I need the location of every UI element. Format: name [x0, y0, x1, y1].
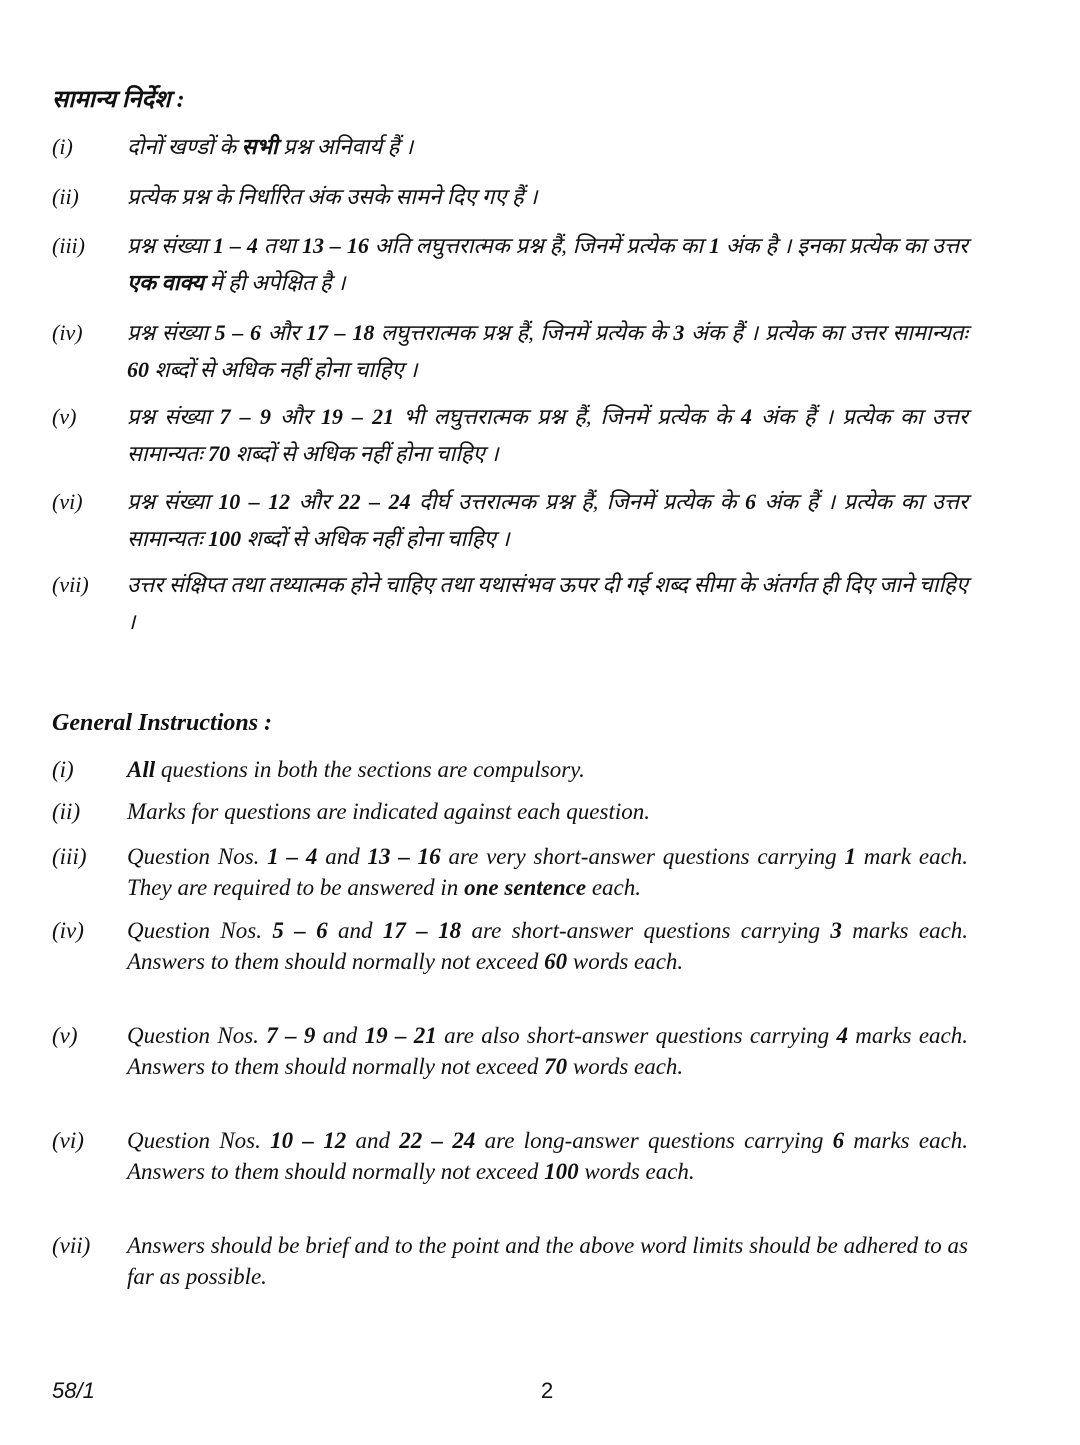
english-instructions-heading: General Instructions :: [52, 710, 273, 736]
bold-text: 4: [836, 1023, 848, 1048]
paper-code: 58/1: [52, 1378, 95, 1403]
item-label: (ii): [52, 184, 79, 209]
item-label: (v): [52, 404, 77, 429]
item-text: [127, 178, 968, 215]
item-text: [127, 314, 968, 388]
hindi-instruction-item: [52, 314, 968, 388]
text-segment: marks each. Answers to them should normally not exceed: [127, 1128, 969, 1184]
item-text: [127, 227, 968, 301]
bold-text: 1: [708, 233, 720, 258]
text-segment: words each.: [567, 1054, 684, 1079]
text-segment: भी लघुत्तरात्मक प्रश्न हैं, जिनमें प्रत्येक के: [394, 404, 741, 429]
text-segment: प्रश्न संख्या: [127, 233, 214, 258]
hindi-instruction-item: [52, 398, 968, 472]
bold-text: 17 – 18: [305, 320, 375, 345]
item-label: (iii): [52, 844, 87, 869]
bold-text: 10 – 12: [270, 1128, 347, 1153]
text-segment: words each.: [567, 949, 684, 974]
text-segment: लघुत्तरात्मक प्रश्न हैं, जिनमें प्रत्येक के: [374, 320, 674, 345]
bold-text: 4: [740, 404, 752, 429]
text-segment: each.: [586, 875, 641, 900]
english-instruction-item: [52, 1125, 968, 1187]
text-segment: Question Nos.: [127, 918, 273, 943]
text-segment: प्रश्न संख्या: [127, 404, 220, 429]
text-segment: दोनों खण्डों के: [127, 134, 242, 159]
item-label: (ii): [52, 799, 81, 824]
text-segment: Question Nos.: [127, 844, 268, 869]
text-segment: अंक हैं । प्रत्येक का उत्तर सामान्यतः: [127, 489, 968, 551]
item-label: (vi): [52, 489, 83, 514]
bold-text: one sentence: [464, 875, 587, 900]
item-text: [127, 796, 968, 827]
bold-text: 22 – 24: [338, 489, 411, 514]
text-segment: are also short-answer questions carrying: [436, 1023, 837, 1048]
text-segment: are long-answer questions carrying: [475, 1128, 833, 1153]
item-text: [127, 483, 968, 557]
text-segment: प्रश्न संख्या: [127, 489, 219, 514]
bold-text: 1: [844, 844, 856, 869]
hindi-instructions-heading: सामान्य निर्देश :: [52, 87, 185, 113]
bold-text: 1 – 4: [213, 233, 258, 258]
bold-text: 1 – 4: [267, 844, 318, 869]
text-segment: and: [315, 1023, 365, 1048]
text-segment: and: [327, 918, 383, 943]
english-instruction-item: [52, 841, 968, 903]
bold-text: एक वाक्य: [127, 270, 205, 295]
text-segment: अंक हैं । प्रत्येक का उत्तर सामान्यतः: [684, 320, 968, 345]
hindi-instruction-item: [52, 178, 968, 215]
text-segment: Marks for questions are indicated against each question.: [127, 799, 650, 824]
item-label: (iii): [52, 233, 85, 258]
bold-text: 6: [832, 1128, 845, 1153]
text-segment: में ही अपेक्षित है ।: [204, 270, 346, 295]
english-instruction-item: [52, 1020, 968, 1082]
bold-text: 7 – 9: [219, 404, 271, 429]
item-label: (vi): [52, 1128, 84, 1153]
bold-text: 60: [544, 949, 568, 974]
item-text: [127, 1230, 968, 1292]
text-segment: उत्तर संक्षिप्त तथा तथ्यात्मक होने चाहिए तथा यथासंभव ऊपर दी गई शब्द सीमा के अंतर्गत ही दिए जाने चाहिए ।: [127, 572, 968, 634]
item-text: [127, 398, 968, 472]
text-segment: प्रश्न संख्या: [127, 320, 215, 345]
bold-text: 70: [208, 441, 231, 466]
bold-text: 7 – 9: [266, 1023, 316, 1048]
item-text: [127, 915, 968, 977]
text-segment: दीर्घ उत्तरात्मक प्रश्न हैं, जिनमें प्रत्येक के: [410, 489, 746, 514]
text-segment: शब्दों से अधिक नहीं होना चाहिए ।: [149, 357, 418, 382]
text-segment: और: [270, 404, 321, 429]
item-label: (vii): [52, 1233, 91, 1258]
text-segment: अंक हैं । प्रत्येक का उत्तर सामान्यतः: [127, 404, 968, 466]
bold-text: 19 – 21: [364, 1023, 437, 1048]
item-label: (i): [52, 134, 73, 159]
bold-text: 17 – 18: [382, 918, 462, 943]
bold-text: 13 – 16: [302, 233, 369, 258]
english-instruction-item: [52, 1230, 968, 1292]
text-segment: तथा: [257, 233, 303, 258]
text-segment: are very short-answer questions carrying: [440, 844, 845, 869]
item-label: (iv): [52, 320, 83, 345]
bold-text: 60: [127, 357, 149, 382]
text-segment: और: [290, 489, 339, 514]
hindi-instruction-item: [52, 566, 968, 640]
item-text: [127, 1125, 968, 1187]
bold-text: 19 – 21: [320, 404, 395, 429]
hindi-instruction-item: [52, 227, 968, 301]
text-segment: प्रत्येक प्रश्न के निर्धारित अंक उसके सामने दिए गए हैं ।: [127, 184, 538, 209]
bold-text: 10 – 12: [218, 489, 291, 514]
text-segment: Question Nos.: [127, 1023, 267, 1048]
text-segment: marks each. Answers to them should normally not exceed: [127, 1023, 968, 1079]
english-instruction-item: [52, 754, 968, 785]
bold-text: 3: [673, 320, 685, 345]
item-text: [127, 841, 968, 903]
item-text: [127, 1020, 968, 1082]
english-instruction-item: [52, 915, 968, 977]
text-segment: शब्दों से अधिक नहीं होना चाहिए ।: [241, 526, 510, 551]
text-segment: Answers should be brief and to the point and the above word limits should be adhered to as far as possible.: [127, 1233, 968, 1289]
bold-text: 5 – 6: [214, 320, 262, 345]
item-label: (vii): [52, 572, 89, 597]
bold-text: 13 – 16: [367, 844, 441, 869]
bold-text: 70: [544, 1054, 568, 1079]
bold-text: 100: [544, 1159, 579, 1184]
text-segment: अति लघुत्तरात्मक प्रश्न हैं, जिनमें प्रत्येक का: [368, 233, 709, 258]
hindi-instruction-item: [52, 483, 968, 557]
text-segment: and: [346, 1128, 400, 1153]
item-text: [127, 128, 968, 165]
text-segment: words each.: [578, 1159, 695, 1184]
bold-text: सभी: [241, 134, 278, 159]
item-label: (iv): [52, 918, 84, 943]
hindi-instruction-item: [52, 128, 968, 165]
text-segment: Question Nos.: [127, 1128, 271, 1153]
item-text: [127, 754, 968, 785]
bold-text: 6: [745, 489, 757, 514]
text-segment: marks each. Answers to them should normally not exceed: [127, 918, 969, 974]
item-text: [127, 566, 968, 640]
item-label: (i): [52, 757, 74, 782]
text-segment: अंक है । इनका प्रत्येक का उत्तर: [719, 233, 969, 258]
text-segment: and: [317, 844, 368, 869]
bold-text: All: [127, 757, 156, 782]
bold-text: 5 – 6: [272, 918, 328, 943]
text-segment: शब्दों से अधिक नहीं होना चाहिए ।: [230, 441, 499, 466]
bold-text: 100: [208, 526, 242, 551]
text-segment: प्रश्न अनिवार्य हैं ।: [277, 134, 414, 159]
item-label: (v): [52, 1023, 78, 1048]
english-instruction-item: [52, 796, 968, 827]
bold-text: 3: [830, 918, 842, 943]
text-segment: mark each. They are required to be answered in: [127, 844, 969, 900]
text-segment: और: [261, 320, 306, 345]
bold-text: 22 – 24: [399, 1128, 476, 1153]
text-segment: are short-answer questions carrying: [461, 918, 831, 943]
text-segment: questions in both the sections are compulsory.: [155, 757, 585, 782]
page-number: 2: [541, 1378, 554, 1403]
